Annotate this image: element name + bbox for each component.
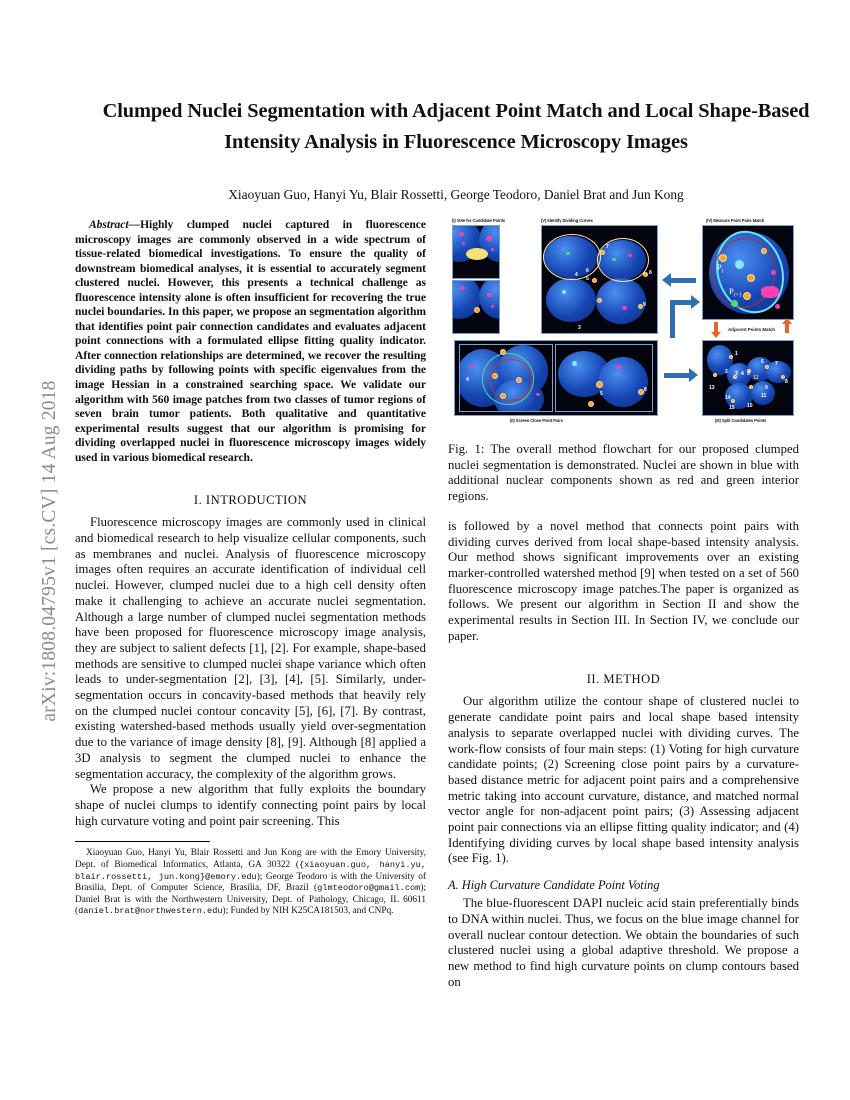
figure-label-pi1-subscript: i+1 — [733, 292, 742, 299]
figure-arrowhead-apm-left — [711, 332, 721, 338]
figure-panel-3-label: (III) Split Candidates Points — [715, 418, 767, 423]
intro-paragraph-1: Fluorescence microscopy images are commonly used in clinical and biomedical research to help visualize cellular components, such as membranes and nuclei. Analysis of fluorescence microscopy images often requires an accurate identification of individual cell nuclei. However, clumped nuclei due to a high cell density often make it challenging to achieve an accurate nuclei segmentation. Although a large number of clumped nuclei segmentation methods have been proposed for fluorescence microscopy image analysis, they are subject to salient defects [1], [2]. For example, shape-based methods are sensitive to clumped nuclei shape variance which often leads to under-segmentation [2], [3], [4], [5]. Similarly, under-segmentation occurs in concavity-based methods that heavily rely on the clumped nuclei contour concavity [5], [6], [7]. By contrast, existing watershed-based methods usually yield over-segmentation due to the variance of image density [8], [9]. Although [8] applied a 3D analysis to segment the clumped nuclei to enhance the segmentation accuracy, the complexity of the algorithm grows. — [75, 515, 426, 781]
figure-label-pi1: P — [729, 286, 734, 296]
figure-panel-4-label: (IV) Measure Point Pairs Match — [706, 218, 765, 223]
figure-1 — [448, 218, 799, 505]
figure-panel-5-label: (V) Identify Dividing Curves — [541, 218, 593, 223]
intro-paragraph-2-continued: is followed by a novel method that connects point pairs with dividing curves derived from local shape-based intensity analysis. Our method shows significant improvements over an existing marker-controlled watershed method [9] when tested on a set of 560 fluorescence microscopy image patches.The paper is organized as follows. We present our algorithm in Section II and show the experimental results in Section III. In Section IV, we conclude our paper. — [448, 518, 799, 643]
arxiv-stamp — [0, 0, 60, 1100]
figure-arrow-ii-to-iii — [664, 373, 690, 378]
figure-panel-4 — [702, 225, 794, 320]
footnote-emails-emory: {xiaoyuan.guo, hanyi.yu, blair.rossetti, jun.kong}@emory.edu — [75, 859, 427, 882]
footnote-divider — [75, 841, 210, 842]
footnote-email-brat: daniel.brat@northwestern.edu — [78, 906, 223, 917]
section-heading-introduction: I. INTRODUCTION — [193, 493, 308, 508]
figure-label-pi: P — [717, 262, 722, 272]
arxiv-stamp-text: arXiv:1808.04795v1 [cs.CV] 14 Aug 2018 — [39, 380, 60, 722]
two-column-body — [62, 218, 850, 990]
figure-arrow-iv-to-v — [670, 278, 696, 283]
figure-panel-3: 1 2 3 4 5 6 7 8 9 12 11 13 14 15 10 — [702, 340, 794, 416]
right-column — [448, 218, 799, 990]
figure-label-pi-subscript: i — [721, 268, 724, 275]
figure-arrowhead-elbow — [691, 295, 700, 309]
figure-1-caption: Fig. 1: The overall method flowchart for our proposed clumped nuclei segmentation is demonstrated. Nuclei are shown in blue with additional nuclear components shown as red and green interior regions. — [448, 442, 799, 504]
left-column — [75, 218, 426, 990]
figure-panel-1-label: (I) Vote for Candidate Points — [452, 218, 506, 223]
footnote-part-3: ); Daniel Brat is with the Northwestern University, Dept. of Pathology, Chicago, IL 60611 ( — [75, 883, 426, 917]
method-subsection-a-paragraph-1: The blue-fluorescent DAPI nucleic acid stain preferentially binds to DNA within nuclei. Thus, we focus on the blue image channel for overall nuclear contour detection. We obtain the boundaries of such clustered nuclei using a global adaptive threshold. We propose a new method to find high curvature points on clump contours based on — [448, 896, 799, 989]
footnote-affiliations — [75, 848, 426, 918]
abstract-dash: — — [128, 218, 141, 231]
figure-panel-5: 7 6 5 4 8 9 3 — [541, 225, 658, 334]
method-paragraph-1: Our algorithm utilize the contour shape of clustered nuclei to generate candidate point pairs and local shape based intensity analysis to separate overlapped nuclei with dividing curves. The work-flow consists of four main steps: (1) Voting for high curvature candidate points; (2) Screening close point pairs by a curvature-based distance metric for adjacent point pairs and a comprehensive metric taking into account curvature, distance, and matched normal vector angle for non-adjacent point pairs; (3) Assessing adjacent point pair connections via an ellipse fitting quality indicator; and (4) Identifying dividing curves by local shape based intensity analysis (see Fig. 1). — [448, 694, 799, 866]
abstract-paragraph — [75, 218, 426, 465]
paper-page — [62, 0, 850, 1100]
abstract-label: Abstract — [89, 218, 129, 231]
page-title: Clumped Nuclei Segmentation with Adjacent Point Match and Local Shape-Based Intensity Analysis in Fluorescence Microscopy Images — [102, 100, 810, 153]
figure-arrowhead-iv-to-v — [662, 273, 671, 287]
figure-panel-2: 4 5 8 — [454, 340, 658, 416]
figure-arrowhead-ii-to-iii — [689, 368, 698, 382]
section-heading-method: II. METHOD — [586, 672, 661, 687]
author-list: Xiaoyuan Guo, Hanyi Yu, Blair Rossetti, George Teodoro, Daniel Brat and Jun Kong — [228, 187, 684, 202]
figure-1-image — [448, 218, 799, 433]
figure-arrow-elbow-vertical — [670, 300, 675, 338]
figure-adjacent-points-match-label: Adjacent Points Match — [728, 327, 776, 332]
subsection-heading-a: A. High Curvature Candidate Point Voting — [448, 878, 660, 893]
figure-panel-2-label: (II) Screen Close Point Pairs — [510, 418, 563, 423]
figure-panel-1-top — [452, 225, 500, 279]
abstract-text: Highly clumped nuclei captured in fluorescence microscopy images are commonly observed in a wide spectrum of tissue-related biomedical investigations. To ensure the quality of downstream biomedical analyses, it is essential to accurately segment clustered nuclei. However, this presents a technical challenge as fluorescence intensity alone is often insufficient for recovering the true nuclei boundaries. In this paper, we propose an segmentation algorithm that identifies point pair connection candidates and evaluates adjacent point connections with a formulated ellipse fitting quality indicator. After connection relationships are determined, we recover the resulting dividing paths by following points with specific eigenvalues from the image Hessian in a constrained searching space. We validate our algorithm with 560 image patches from two classes of tumor regions of seven brain tumor patients. Both qualitative and quantitative experimental results suggest that our algorithm is promising for dividing overlapped nuclei in fluorescence microscopy images widely used in various biomedical research. — [75, 218, 426, 464]
footnote-part-2: ); George Teodoro is with the University of Brasilia, Dept. of Computer Science, Brasília, DF, Brazil ( — [75, 871, 426, 894]
figure-panel-1-bottom — [452, 280, 500, 334]
intro-paragraph-2: We propose a new algorithm that fully exploits the boundary shape of nuclei clumps to identify connecting point pairs by local high curvature voting and point pair screening. This — [75, 782, 426, 828]
figure-arrowhead-apm-right — [782, 318, 792, 324]
footnote-email-teodoro: glmteodoro@gmail.com — [317, 883, 421, 894]
footnote-part-4: ); Funded by NIH K25CA181503, and CNPq. — [222, 906, 394, 917]
footnote-part-1: Xiaoyuan Guo, Hanyi Yu, Blair Rossetti and Jun Kong are with the Emory University, Dept. of Biomedical Informatics, Atlanta, GA 30322 ( — [75, 848, 426, 870]
figure-arrow-elbow-horizontal — [670, 300, 692, 305]
